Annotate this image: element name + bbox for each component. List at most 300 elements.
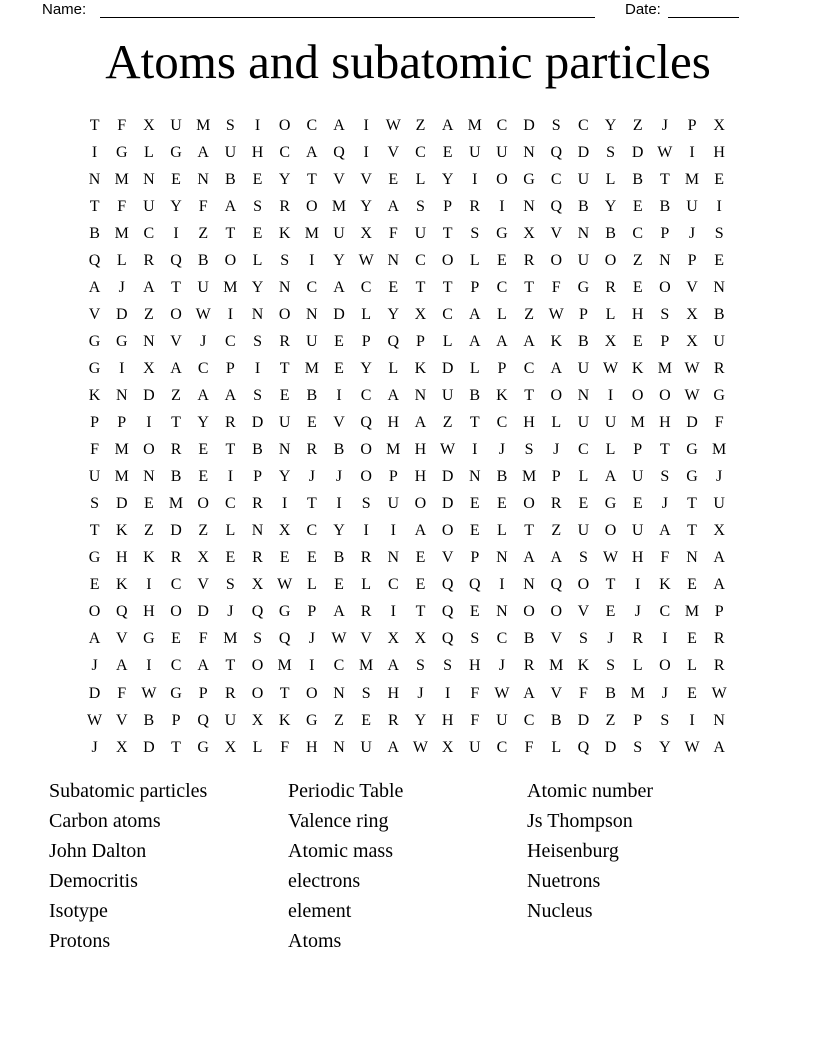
grid-letter: C <box>578 116 589 134</box>
grid-letter: D <box>88 684 101 702</box>
grid-letter: E <box>469 495 480 513</box>
grid-letter: I <box>689 143 695 161</box>
grid-letter: P <box>225 359 235 377</box>
grid-letter: G <box>88 332 101 350</box>
grid-letter: O <box>306 197 318 215</box>
grid-letter: B <box>143 711 155 729</box>
grid-letter: N <box>523 197 535 215</box>
grid-letter: I <box>309 251 315 269</box>
grid-letter: W <box>412 738 428 756</box>
grid-letter: C <box>496 278 508 296</box>
grid-letter: O <box>360 468 372 486</box>
grid-letter: Q <box>333 143 345 161</box>
grid-letter: Y <box>333 522 345 540</box>
grid-letter: P <box>470 278 480 296</box>
grid-letter: O <box>550 251 563 269</box>
grid-letter: U <box>88 468 101 486</box>
grid-letter: Z <box>334 711 344 729</box>
grid-letter: H <box>414 468 427 486</box>
grid-letter: J <box>118 278 125 296</box>
grid-letter: J <box>607 630 614 648</box>
grid-letter: R <box>469 197 481 215</box>
grid-letter: I <box>363 116 369 134</box>
grid-letter: J <box>308 468 315 486</box>
grid-letter: B <box>306 386 318 404</box>
grid-letter: E <box>415 549 426 567</box>
grid-letter: I <box>472 170 478 188</box>
word-list-item: Heisenburg <box>527 839 619 862</box>
grid-letter: G <box>88 359 101 377</box>
grid-letter: V <box>550 630 563 648</box>
grid-letter: Q <box>170 251 182 269</box>
grid-letter: N <box>143 170 155 188</box>
grid-letter: L <box>361 576 372 594</box>
grid-letter: D <box>170 522 182 540</box>
grid-letter: I <box>499 576 505 594</box>
grid-letter: Z <box>198 522 209 540</box>
grid-letter: T <box>171 414 181 432</box>
grid-letter: S <box>660 305 670 323</box>
grid-letter: L <box>551 738 562 756</box>
grid-letter: D <box>631 143 644 161</box>
grid-letter: P <box>633 711 643 729</box>
grid-letter: R <box>360 603 372 621</box>
grid-letter: D <box>115 305 128 323</box>
grid-letter: V <box>387 143 400 161</box>
grid-letter: V <box>686 278 698 296</box>
grid-letter: T <box>279 359 290 377</box>
grid-letter: S <box>524 441 534 459</box>
word-list-column <box>527 777 653 927</box>
grid-letter: Z <box>551 522 562 540</box>
grid-letter: N <box>197 170 209 188</box>
grid-letter: Q <box>278 630 291 648</box>
grid-letter: E <box>469 522 480 540</box>
grid-letter: T <box>279 684 290 702</box>
grid-letter: X <box>251 576 264 594</box>
grid-letter: U <box>631 522 644 540</box>
grid-letter: B <box>333 441 345 459</box>
grid-letter: U <box>441 386 454 404</box>
grid-letter: H <box>468 657 481 675</box>
grid-letter: A <box>224 197 237 215</box>
grid-letter: C <box>632 224 644 242</box>
grid-letter: Y <box>278 170 291 188</box>
page-title: Atoms and subatomic particles <box>105 34 711 89</box>
grid-letter: P <box>578 305 588 323</box>
grid-letter: O <box>224 251 237 269</box>
grid-letter: S <box>660 711 670 729</box>
grid-letter: B <box>578 197 589 215</box>
grid-letter: I <box>91 143 98 161</box>
grid-letter: L <box>632 657 643 675</box>
grid-letter: A <box>550 359 563 377</box>
grid-letter: E <box>632 197 643 215</box>
grid-letter: T <box>171 738 181 756</box>
grid-letter: E <box>252 224 263 242</box>
grid-letter: R <box>306 441 318 459</box>
grid-letter: X <box>604 332 617 350</box>
grid-letter: A <box>197 657 209 675</box>
grid-letter: L <box>116 251 127 269</box>
grid-letter: K <box>659 576 671 594</box>
grid-letter: I <box>499 197 505 215</box>
grid-letter: S <box>253 197 262 215</box>
grid-letter: R <box>225 684 236 702</box>
date-label: Date: <box>625 1 661 18</box>
grid-letter: G <box>278 603 291 621</box>
grid-letter: O <box>577 576 590 594</box>
grid-letter: B <box>225 170 236 188</box>
grid-letter: I <box>146 657 152 675</box>
grid-letter: C <box>387 576 399 594</box>
grid-letter: J <box>91 657 98 675</box>
grid-letter: N <box>577 224 590 242</box>
grid-letter: D <box>143 738 155 756</box>
grid-letter: K <box>414 359 427 377</box>
grid-letter: I <box>227 305 234 323</box>
grid-letter: W <box>385 116 401 134</box>
grid-letter: L <box>252 251 263 269</box>
grid-letter: K <box>577 657 590 675</box>
grid-letter: P <box>551 468 561 486</box>
grid-letter: W <box>684 738 700 756</box>
grid-letter: T <box>306 495 317 513</box>
grid-letter: C <box>170 657 182 675</box>
grid-letter: O <box>441 522 454 540</box>
grid-letter: A <box>387 738 400 756</box>
grid-letter: S <box>660 468 670 486</box>
grid-letter: W <box>602 359 619 377</box>
grid-letter: Q <box>468 576 481 594</box>
grid-letter: J <box>661 495 668 513</box>
word-list-column <box>49 777 207 956</box>
grid-letter: D <box>577 143 590 161</box>
grid-letter: F <box>470 711 480 729</box>
grid-letter: I <box>716 197 722 215</box>
grid-letter: W <box>711 684 727 702</box>
grid-letter: T <box>306 170 317 188</box>
grid-letter: T <box>659 441 670 459</box>
word-list-item: Js Thompson <box>527 809 633 832</box>
grid-letter: G <box>197 738 209 756</box>
grid-letter: C <box>415 143 426 161</box>
grid-letter: P <box>660 224 670 242</box>
grid-letter: V <box>333 414 345 432</box>
grid-letter: X <box>197 549 209 567</box>
grid-letter: Y <box>170 197 182 215</box>
grid-letter: N <box>251 305 264 323</box>
grid-letter: M <box>712 441 727 459</box>
grid-letter: F <box>524 738 534 756</box>
grid-letter: N <box>523 576 535 594</box>
grid-letter: U <box>577 251 590 269</box>
grid-letter: P <box>307 603 317 621</box>
grid-letter: E <box>632 495 643 513</box>
date-write-line <box>668 0 739 18</box>
grid-letter: R <box>523 657 535 675</box>
word-list-item: Atomic number <box>527 780 654 802</box>
grid-letter: B <box>523 630 535 648</box>
grid-letter: Q <box>387 332 400 350</box>
grid-letter: M <box>223 278 238 296</box>
grid-letter: U <box>496 143 508 161</box>
grid-letter: P <box>497 359 507 377</box>
grid-letter: I <box>662 630 668 648</box>
grid-letter: U <box>577 414 590 432</box>
grid-letter: U <box>333 224 345 242</box>
grid-letter: P <box>687 116 697 134</box>
grid-letter: A <box>441 116 454 134</box>
grid-letter: I <box>363 522 369 540</box>
grid-letter: A <box>414 414 427 432</box>
grid-letter: U <box>577 522 590 540</box>
grid-letter: K <box>115 522 128 540</box>
grid-letter: S <box>361 684 371 702</box>
grid-letter: Q <box>550 576 563 594</box>
grid-letter: V <box>115 711 128 729</box>
grid-letter: U <box>468 738 481 756</box>
grid-letter: A <box>387 386 400 404</box>
name-write-line <box>100 0 595 18</box>
grid-letter: R <box>632 630 644 648</box>
grid-letter: S <box>551 116 561 134</box>
grid-letter: Q <box>441 603 454 621</box>
grid-letter: W <box>277 576 293 594</box>
grid-letter: B <box>333 549 345 567</box>
grid-letter: E <box>171 170 181 188</box>
grid-letter: U <box>224 143 237 161</box>
grid-letter: U <box>686 197 698 215</box>
grid-letter: R <box>225 414 236 432</box>
grid-letter: F <box>714 414 724 432</box>
grid-letter: I <box>363 143 369 161</box>
grid-letter: W <box>684 386 700 404</box>
grid-letter: S <box>225 576 235 594</box>
grid-letter: L <box>469 359 480 377</box>
grid-letter: K <box>278 224 291 242</box>
grid-letter: G <box>170 143 182 161</box>
grid-letter: A <box>88 630 101 648</box>
grid-letter: O <box>170 603 182 621</box>
grid-letter: E <box>714 170 725 188</box>
grid-letter: F <box>117 684 127 702</box>
grid-letter: I <box>336 495 342 513</box>
grid-letter: A <box>550 549 563 567</box>
grid-letter: U <box>170 116 182 134</box>
grid-letter: J <box>227 603 234 621</box>
grid-letter: S <box>280 251 290 269</box>
grid-letter: W <box>657 143 673 161</box>
grid-letter: E <box>578 495 589 513</box>
word-list-column <box>288 777 403 956</box>
grid-letter: H <box>441 711 454 729</box>
grid-letter: U <box>577 359 590 377</box>
grid-letter: V <box>197 576 209 594</box>
grid-letter: D <box>441 495 454 513</box>
grid-letter: M <box>331 197 347 215</box>
grid-letter: F <box>470 684 480 702</box>
grid-letter: I <box>309 657 315 675</box>
grid-letter: M <box>549 657 564 675</box>
grid-letter: T <box>89 197 100 215</box>
grid-letter: G <box>496 224 508 242</box>
grid-letter: S <box>253 386 262 404</box>
grid-letter: T <box>659 170 670 188</box>
grid-letter: U <box>713 495 725 513</box>
grid-letter: A <box>170 359 182 377</box>
grid-letter: C <box>360 278 372 296</box>
grid-letter: O <box>306 684 318 702</box>
grid-letter: G <box>115 332 128 350</box>
word-list-item: Subatomic particles <box>49 780 208 802</box>
grid-letter: J <box>661 116 668 134</box>
grid-letter: M <box>196 116 211 134</box>
grid-letter: N <box>278 441 291 459</box>
grid-letter: F <box>117 197 127 215</box>
grid-letter: N <box>251 522 264 540</box>
grid-letter: S <box>416 657 425 675</box>
grid-letter: P <box>171 711 181 729</box>
grid-letter: S <box>606 657 615 675</box>
grid-letter: C <box>659 603 671 621</box>
grid-letter: U <box>278 414 291 432</box>
grid-letter: C <box>496 630 508 648</box>
grid-letter: E <box>306 414 317 432</box>
grid-letter: T <box>442 224 453 242</box>
grid-letter: T <box>469 414 480 432</box>
grid-letter: Z <box>144 305 154 323</box>
grid-letter: V <box>170 332 182 350</box>
grid-letter: X <box>278 522 291 540</box>
grid-letter: E <box>171 630 181 648</box>
grid-letter: S <box>606 143 615 161</box>
grid-letter: R <box>713 657 725 675</box>
grid-letter: W <box>494 684 510 702</box>
grid-letter: A <box>387 657 400 675</box>
grid-letter: D <box>523 116 535 134</box>
grid-letter: C <box>442 305 453 323</box>
grid-letter: X <box>414 305 427 323</box>
grid-letter: U <box>306 332 318 350</box>
grid-letter: S <box>90 495 100 513</box>
grid-letter: P <box>416 332 425 350</box>
grid-letter: J <box>553 441 560 459</box>
grid-letter: S <box>578 549 588 567</box>
grid-letter: A <box>224 386 237 404</box>
grid-letter: M <box>630 684 645 702</box>
grid-letter: H <box>631 549 644 567</box>
grid-letter: D <box>441 359 454 377</box>
grid-letter: I <box>173 224 179 242</box>
grid-letter: I <box>119 359 125 377</box>
grid-letter: C <box>415 251 426 269</box>
grid-letter: M <box>657 359 672 377</box>
grid-letter: A <box>604 468 617 486</box>
grid-letter: F <box>388 224 398 242</box>
grid-letter: W <box>141 684 157 702</box>
grid-letter: V <box>360 630 372 648</box>
grid-letter: V <box>577 603 590 621</box>
grid-letter: X <box>224 738 237 756</box>
grid-letter: E <box>361 711 372 729</box>
grid-letter: C <box>306 522 318 540</box>
grid-letter: N <box>306 305 318 323</box>
grid-letter: E <box>279 549 290 567</box>
word-search-grid <box>81 112 733 761</box>
grid-letter: K <box>278 711 291 729</box>
grid-letter: U <box>387 495 400 513</box>
grid-letter: J <box>335 468 343 486</box>
grid-letter: P <box>117 414 127 432</box>
grid-letter: L <box>361 305 372 323</box>
grid-letter: S <box>361 495 371 513</box>
grid-letter: N <box>278 278 291 296</box>
grid-letter: C <box>333 657 345 675</box>
grid-letter: O <box>659 278 671 296</box>
grid-letter: R <box>252 495 263 513</box>
grid-letter: C <box>225 495 236 513</box>
grid-letter: M <box>386 441 401 459</box>
grid-letter: B <box>496 468 508 486</box>
grid-letter: D <box>441 468 454 486</box>
grid-letter: U <box>468 143 481 161</box>
grid-letter: J <box>634 603 641 621</box>
grid-letter: Q <box>251 603 264 621</box>
grid-letter: E <box>497 495 507 513</box>
grid-letter: U <box>414 224 427 242</box>
grid-letter: Z <box>524 305 534 323</box>
grid-letter: O <box>251 684 264 702</box>
grid-letter: K <box>550 332 563 350</box>
grid-letter: U <box>631 468 644 486</box>
grid-letter: M <box>168 495 184 513</box>
grid-letter: N <box>713 711 725 729</box>
word-list-item: Nuetrons <box>527 869 601 892</box>
grid-letter: E <box>89 576 100 594</box>
grid-letter: N <box>659 251 671 269</box>
grid-letter: X <box>115 738 128 756</box>
grid-letter: J <box>498 441 506 459</box>
grid-letter: C <box>496 414 508 432</box>
grid-letter: R <box>713 630 725 648</box>
grid-letter: C <box>550 170 562 188</box>
grid-letter: E <box>198 441 209 459</box>
grid-letter: S <box>470 224 480 242</box>
grid-letter: A <box>713 576 725 594</box>
grid-letter: F <box>551 278 561 296</box>
grid-letter: G <box>686 468 698 486</box>
grid-letter: N <box>333 738 345 756</box>
grid-letter: A <box>197 143 209 161</box>
grid-letter: J <box>688 224 696 242</box>
grid-letter: X <box>686 332 698 350</box>
grid-letter: R <box>143 251 155 269</box>
grid-letter: T <box>415 278 426 296</box>
grid-letter: Z <box>442 414 453 432</box>
grid-letter: B <box>713 305 725 323</box>
word-list-item: Periodic Table <box>288 780 404 802</box>
grid-letter: Y <box>197 414 209 432</box>
grid-letter: O <box>414 495 427 513</box>
grid-letter: M <box>223 630 238 648</box>
grid-letter: N <box>143 468 155 486</box>
grid-letter: E <box>388 278 399 296</box>
grid-letter: E <box>306 549 317 567</box>
grid-letter: A <box>115 657 128 675</box>
grid-letter: N <box>333 684 345 702</box>
grid-letter: Y <box>360 359 372 377</box>
